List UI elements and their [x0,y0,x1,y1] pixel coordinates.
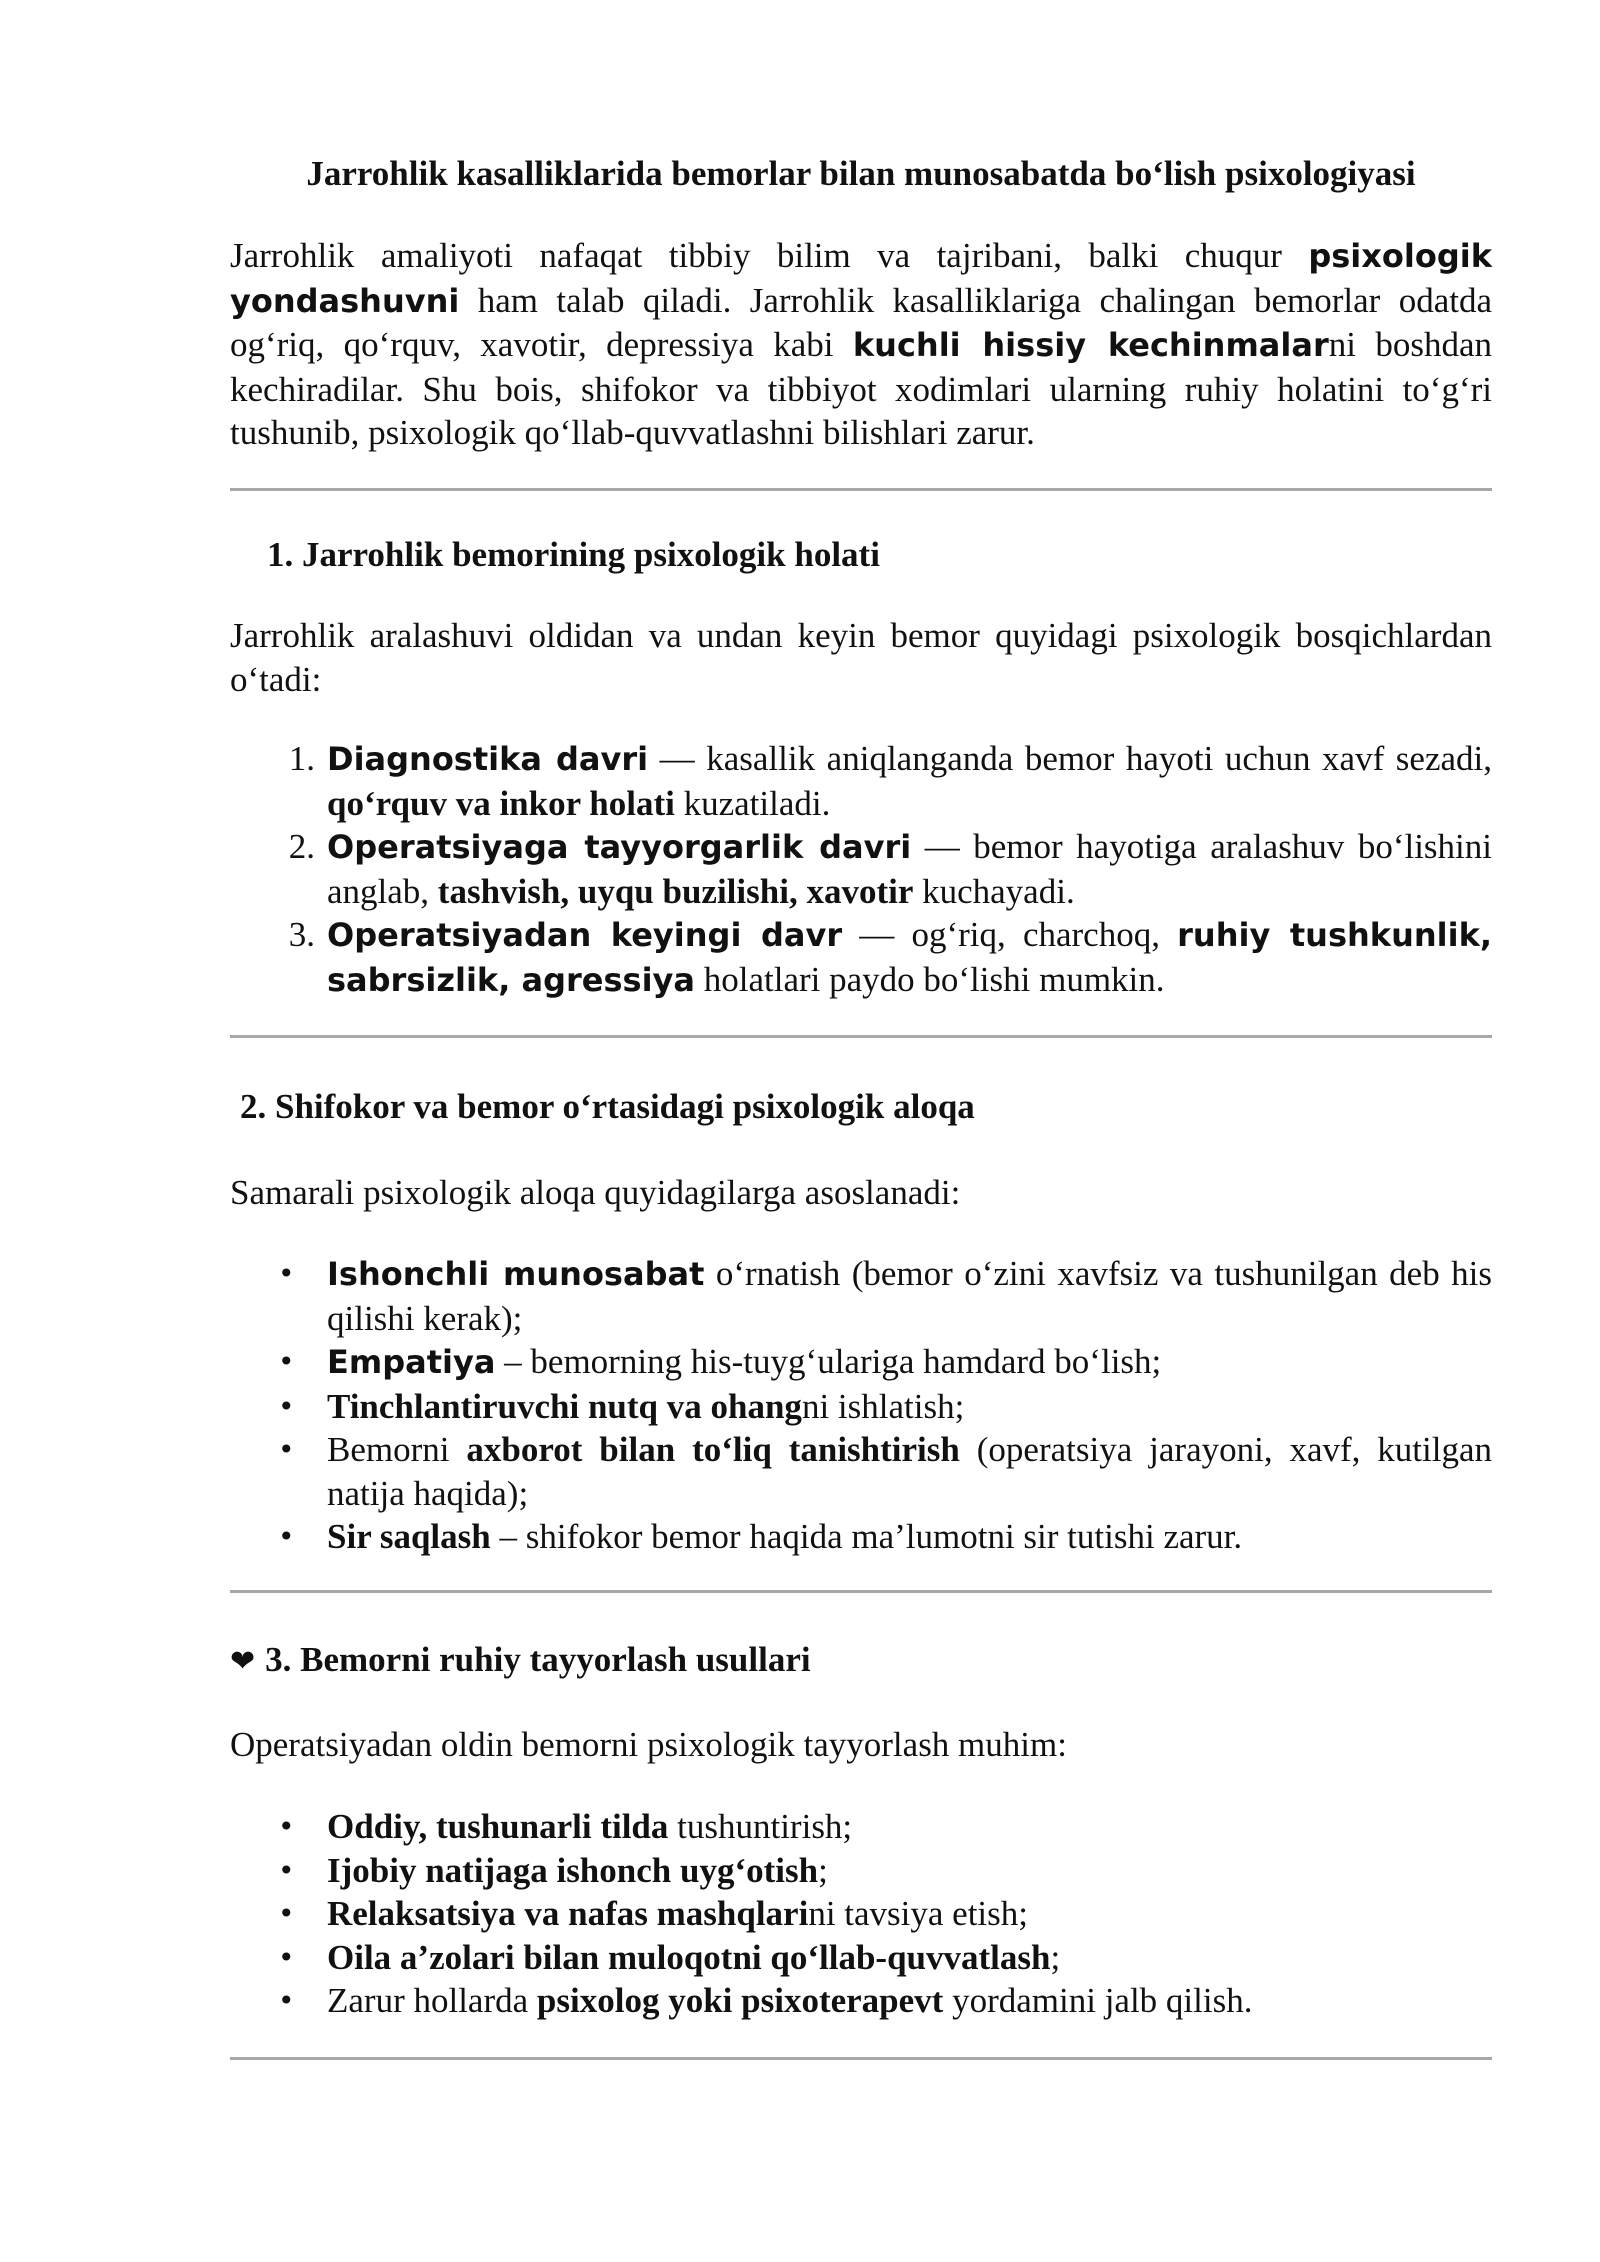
item-text: ni ishlatish; [801,1386,965,1426]
list-item [230,913,1492,1002]
item-text: Zarur hollarda [327,1981,537,2020]
list-number: 2. [288,827,315,866]
bullet-icon: • [278,1345,295,1378]
item-text: holatlari paydo bo‘lishi mumkin. [694,959,1165,999]
intro-paragraph [230,234,1492,455]
horizontal-rule [230,2057,1492,2060]
item-bold: ruhiy tushkunlik, sabrsizlik, agressiya [327,916,1493,999]
list-item [230,1428,1492,1515]
item-text: kuchayadi. [913,871,1075,911]
list-item [230,1515,1492,1559]
item-text: — og‘riq, charchoq, [842,915,1178,954]
item-bold: tashvish, uyqu buzilishi, xavotir [437,871,914,911]
list-item [230,825,1492,913]
item-bold: Empatiya [327,1343,496,1381]
bullet-icon: • [278,1257,295,1290]
item-text: ; [1050,1937,1061,1977]
item-bold: qo‘rquv va inkor holati [327,783,675,823]
intro-bold-2: kuchli hissiy kechinmalar [852,326,1329,364]
horizontal-rule [230,1590,1492,1593]
section2-heading [230,1085,975,1131]
item-bold: Oila a’zolari bilan muloqotni qo‘llab-quvvatlash [327,1937,1051,1977]
item-bold: Tinchlantiruvchi nutq va ohang [327,1386,802,1426]
list-item [230,1252,1492,1340]
document-title: Jarrohlik kasalliklarida bemorlar bilan munosabatda bo‘lish psixologiyasi [306,154,1416,193]
item-text: Bemorni [327,1430,467,1469]
section3-intro: Operatsiyadan oldin bemorni psixologik tayyorlash muhim: [230,1725,1067,1764]
item-text: ; [818,1850,828,1890]
section3-heading-text: 3. Bemorni ruhiy tayyorlash usullari [265,1640,811,1679]
item-text: yordamini jalb qilish. [943,1981,1253,2020]
list-item [230,1979,1492,2023]
bullet-icon: • [278,1984,295,2017]
bullet-icon: • [278,1389,295,1423]
item-text: o‘rnatish (bemor o‘zini xavfsiz va tushunilgan deb his qilishi kerak); [327,1254,1493,1338]
bullet-icon: • [278,1853,295,1887]
list-number: 3. [288,915,315,954]
bullet-icon: • [278,1897,295,1930]
item-text: – bemorning his-tuyg‘ulariga hamdard bo‘lish; [495,1342,1162,1381]
item-text: ni tavsiya etish; [808,1894,1029,1933]
intro-text-3: ni boshdan kechiradilar. Shu bois, shifokor va tibbiyot xodimlari ularning ruhiy holatini to‘g‘ri tushunib, psixologik qo‘llab-quvvatlashni bilishlari zarur. [230,325,1492,452]
intro-bold-1: psixologik yondashuvni [230,237,1492,320]
item-text: – shifokor bemor haqida ma’lumotni sir tutishi zarur. [490,1517,1243,1556]
section1-heading: 1. Jarrohlik bemorining psixologik holati [267,535,880,574]
item-bold: Sir saqlash [327,1517,491,1556]
item-bold: axborot bilan to‘liq tanishtirish [466,1430,960,1469]
list-item [230,1936,1492,1980]
item-bold: Ishonchli munosabat [327,1255,705,1293]
list-item [230,1849,1492,1893]
horizontal-rule [230,488,1492,491]
bullet-icon: • [278,1433,295,1466]
section3-heading [230,1638,811,1684]
list-item [230,1340,1492,1385]
item-bold-lead: Operatsiyadan keyingi davr [327,916,843,954]
horizontal-rule [230,1035,1492,1038]
item-text: tushuntirish; [668,1807,853,1846]
item-bold: Relaksatsiya va nafas mashqlari [327,1894,809,1933]
section3-list [230,1805,1492,2023]
heart-icon: ❤ [230,1644,256,1679]
item-text: — kasallik aniqlanganda bemor hayoti uchun xavf sezadi, [648,739,1493,778]
section1-list [230,737,1492,1002]
list-item [230,737,1492,825]
intro-text-2: ham talab qiladi. Jarrohlik kasalliklariga chalingan bemorlar odatda og‘riq, qo‘rquv, xavotir, depressiya kabi [230,280,1492,364]
list-item [230,1805,1492,1849]
item-bold: Ijobiy natijaga ishonch uyg‘otish [327,1850,819,1890]
list-number: 1. [288,739,315,778]
section2-heading-text: 2. Shifokor va bemor o‘rtasidagi psixologik aloqa [240,1087,975,1126]
bullet-icon: • [278,1940,295,1974]
intro-text-1: Jarrohlik amaliyoti nafaqat tibbiy bilim va tajribani, balki chuqur [230,236,1309,275]
item-bold-lead: Operatsiyaga tayyorgarlik davri [327,828,912,866]
item-text: — bemor hayotiga aralashuv bo‘lishini anglab, [327,827,1492,911]
item-bold: Oddiy, tushunarli tilda [327,1807,669,1846]
section2-intro: Samarali psixologik aloqa quyidagilarga asoslanadi: [230,1173,961,1212]
bullet-icon: • [278,1810,295,1843]
item-text: kuzatiladi. [674,783,831,823]
bullet-icon: • [278,1520,295,1553]
list-item [230,1385,1492,1429]
section1-intro: Jarrohlik aralashuvi oldidan va undan keyin bemor quyidagi psixologik bosqichlardan o‘tadi: [230,616,1492,699]
section2-list [230,1252,1492,1559]
list-item [230,1892,1492,1936]
item-text: (operatsiya jarayoni, xavf, kutilgan natija haqida); [327,1430,1493,1513]
item-bold-lead: Diagnostika davri [327,740,649,778]
item-bold: psixolog yoki psixoterapevt [536,1981,944,2020]
